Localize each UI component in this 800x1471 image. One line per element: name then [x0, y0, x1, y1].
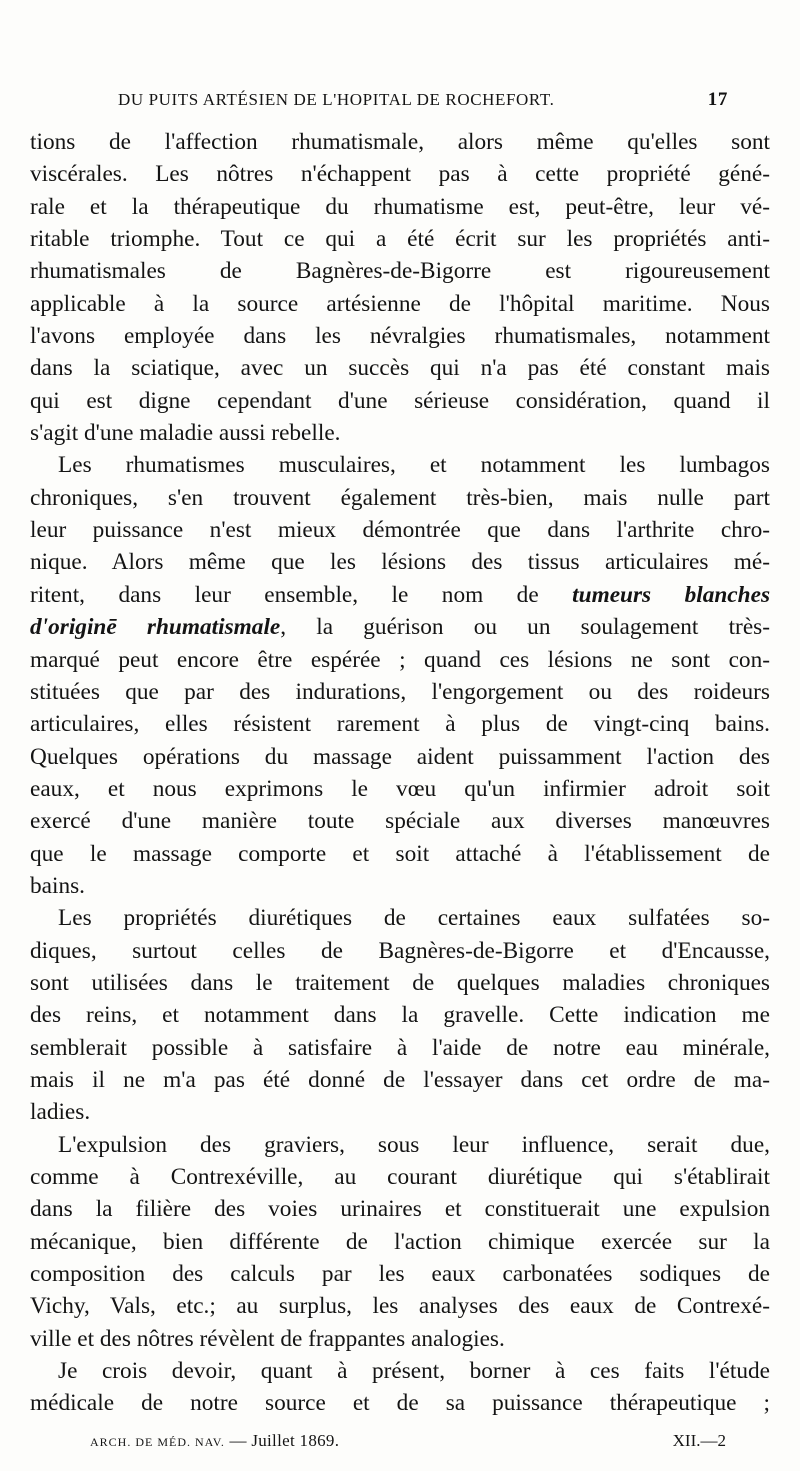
text-line: marqué peut encore être espérée ; quand ces lésions ne sont con-: [30, 646, 770, 673]
text-line: médicale de notre source et de sa puissance thérapeutique ;: [30, 1390, 770, 1417]
text-line: exercé d'une manière toute spéciale aux diverses manœuvres: [30, 808, 770, 835]
text-line: stituées que par des indurations, l'engorgement ou des roideurs: [30, 678, 770, 705]
page-number: 17: [707, 89, 728, 110]
body-text: [30, 126, 770, 1420]
running-title: DU PUITS ARTÉSIEN DE L'HOPITAL DE ROCHEFORT.: [118, 90, 555, 109]
text-line: Les propriétés diurétiques de certaines eaux sulfatées so-: [58, 905, 770, 932]
text-line: l'avons employée dans les névralgies rhumatismales, notamment: [30, 323, 770, 350]
text-line: diques, surtout celles de Bagnères-de-Bigorre et d'Encausse,: [30, 937, 770, 964]
text-line: leur puissance n'est mieux démontrée que dans l'arthrite chro-: [30, 517, 770, 544]
text-line: mais il ne m'a pas été donné de l'essayer dans cet ordre de ma-: [30, 1066, 770, 1093]
text-line: composition des calculs par les eaux carbonatées sodiques de: [30, 1261, 770, 1288]
text-line: rhumatismales de Bagnères-de-Bigorre est rigoureusement: [30, 258, 770, 285]
text-line: mécanique, bien différente de l'action chimique exercée sur la: [30, 1228, 770, 1255]
text-line: rale et la thérapeutique du rhumatisme est, peut-être, leur vé-: [30, 193, 770, 220]
text-line: comme à Contrexéville, au courant diurétique qui s'établirait: [30, 1164, 770, 1190]
text-line: qui est digne cependant d'une sérieuse considération, quand il: [30, 387, 770, 414]
page-footer: [90, 1431, 746, 1451]
text-line: s'agit d'une maladie aussi rebelle.: [30, 420, 341, 447]
text-line: ritable triomphe. Tout ce qui a été écrit sur les propriétés anti-: [30, 226, 770, 253]
text-line: Vichy, Vals, etc.; au surplus, les analyses des eaux de Contrexé-: [30, 1293, 770, 1320]
text-line: sont utilisées dans le traitement de quelques maladies chroniques: [30, 969, 770, 996]
text-line: d'originē rhumatismale, la guérison ou un soulagement très-: [30, 614, 770, 641]
text-line: dans la sciatique, avec un succès qui n'a pas été constant mais: [30, 355, 770, 382]
running-header: [118, 89, 728, 111]
text-line: semblerait possible à satisfaire à l'aide de notre eau minérale,: [30, 1034, 770, 1061]
text-line: tions de l'affection rhumatismale, alors même qu'elles sont: [30, 129, 770, 155]
footer-date: — Juillet 1869.: [229, 1431, 340, 1450]
text-line: eaux, et nous exprimons le vœu qu'un infirmier adroit soit: [30, 775, 770, 802]
text-line: des reins, et notamment dans la gravelle. Cette indication me: [30, 1002, 770, 1029]
text-line: Les rhumatismes musculaires, et notamment les lumbagos: [58, 452, 770, 479]
text-line: articulaires, elles résistent rarement à plus de vingt-cinq bains.: [30, 711, 770, 738]
text-line: applicable à la source artésienne de l'hôpital maritime. Nous: [30, 290, 770, 317]
text-line: nique. Alors même que les lésions des tissus articulaires mé-: [30, 549, 770, 576]
text-line: L'expulsion des graviers, sous leur influence, serait due,: [58, 1131, 770, 1158]
text-line: bains.: [30, 872, 86, 899]
text-line: dans la filière des voies urinaires et constituerait une expulsion: [30, 1196, 770, 1223]
text-line: que le massage comporte et soit attaché à l'établissement de: [30, 840, 770, 867]
text-line: ladies.: [30, 1099, 91, 1126]
text-line: ritent, dans leur ensemble, le nom de tumeurs blanches: [30, 581, 770, 608]
text-line: chroniques, s'en trouvent également très-bien, mais nulle part: [30, 484, 770, 511]
text-line: ville et des nôtres révèlent de frappantes analogies.: [30, 1325, 505, 1352]
text-line: Je crois devoir, quant à présent, borner à ces faits l'étude: [58, 1358, 770, 1385]
footer-source: [90, 1431, 339, 1451]
footer-source-abbrev: ARCH. DE MÉD. NAV.: [90, 1435, 225, 1449]
text-line: viscérales. Les nôtres n'échappent pas à cette propriété géné-: [30, 161, 770, 188]
text-line: Quelques opérations du massage aident puissamment l'action des: [30, 743, 770, 770]
footer-volume: XII.—2: [672, 1431, 726, 1450]
